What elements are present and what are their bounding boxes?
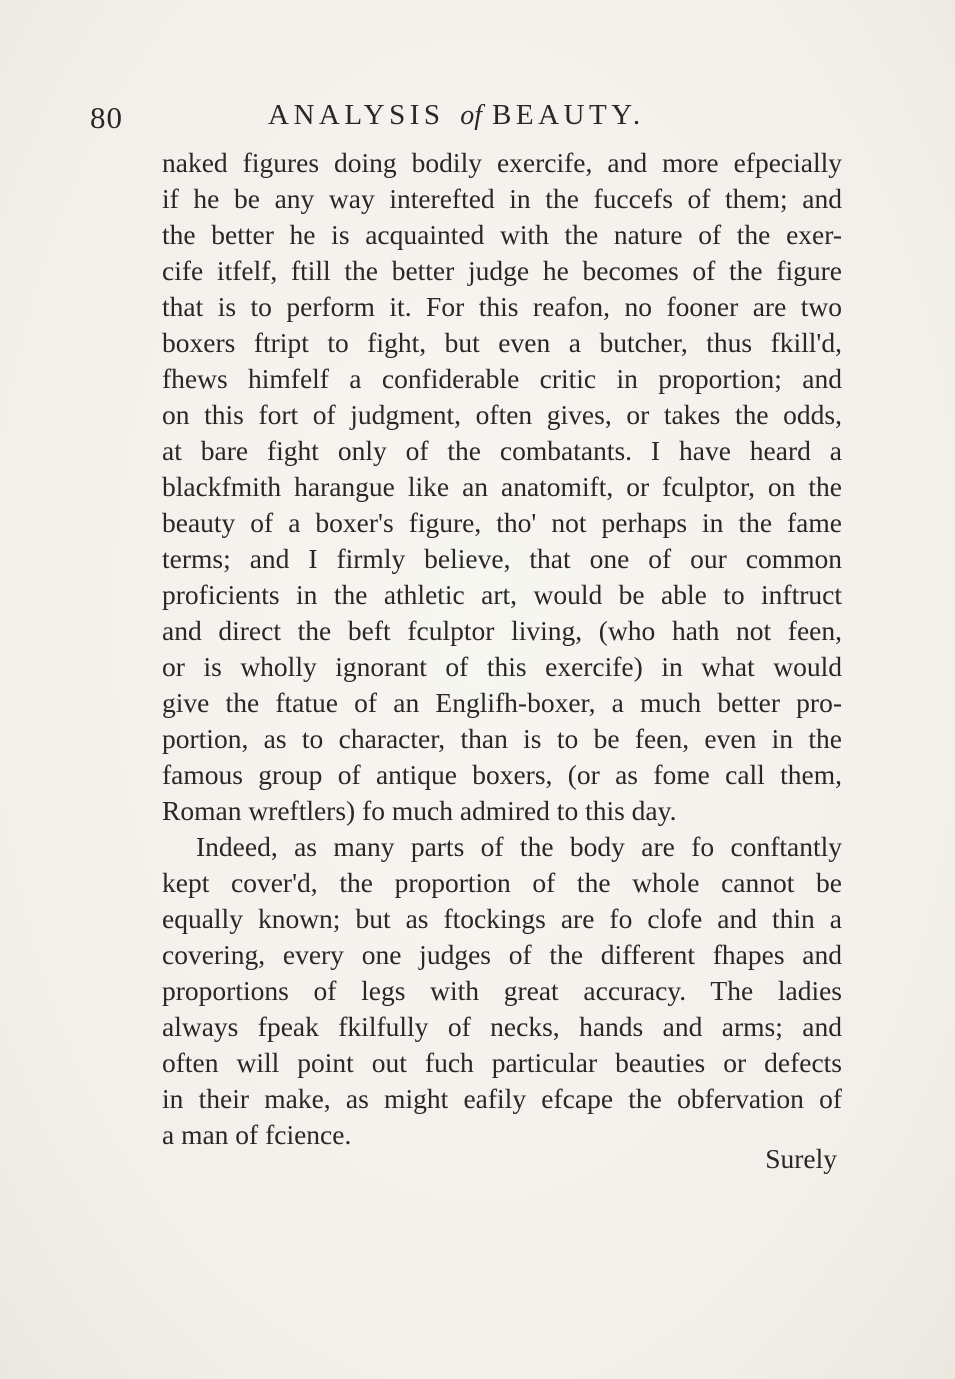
- text-line: naked figures doing bodily exercife, and more efpecially: [162, 147, 842, 178]
- text-line: covering, every one judges of the different fhapes and: [162, 939, 842, 970]
- text-line: that is to perform it. For this reafon, no fooner are two: [162, 291, 842, 322]
- text-line: always fpeak fkilfully of necks, hands and arms; and: [162, 1011, 842, 1042]
- text-line: beauty of a boxer's figure, tho' not perhaps in the fame: [162, 507, 842, 538]
- page-number: 80: [90, 100, 123, 135]
- text-line: portion, as to character, than is to be feen, even in the: [162, 723, 842, 754]
- text-line: Indeed, as many parts of the body are fo conftantly: [196, 831, 842, 862]
- text-line: terms; and I firmly believe, that one of our common: [162, 543, 842, 574]
- body-text: [162, 145, 842, 1153]
- text-line: and direct the beft fculptor living, (who hath not feen,: [162, 615, 842, 646]
- paragraph-1: [162, 145, 842, 829]
- running-head-part1: ANALYSIS: [268, 99, 445, 131]
- text-line: a man of fcience.: [162, 1119, 352, 1150]
- text-line: boxers ftript to fight, but even a butcher, thus fkill'd,: [162, 327, 842, 358]
- text-line: Roman wreftlers) fo much admired to this day.: [162, 795, 677, 826]
- text-line: if he be any way interefted in the fuccefs of them; and: [162, 183, 842, 214]
- running-head: [268, 99, 645, 132]
- catchword: Surely: [765, 1143, 837, 1174]
- text-line: the better he is acquainted with the nature of the exer-: [162, 219, 842, 250]
- text-line: equally known; but as ftockings are fo clofe and thin a: [162, 903, 842, 934]
- text-line: famous group of antique boxers, (or as fome call them,: [162, 759, 842, 790]
- text-line: blackfmith harangue like an anatomift, or fculptor, on the: [162, 471, 842, 502]
- text-line: on this fort of judgment, often gives, or takes the odds,: [162, 399, 842, 430]
- text-line: in their make, as might eafily efcape the obfervation of: [162, 1083, 842, 1114]
- text-line: at bare fight only of the combatants. I have heard a: [162, 435, 842, 466]
- text-line: or is wholly ignorant of this exercife) in what would: [162, 651, 842, 682]
- text-line: often will point out fuch particular beauties or defects: [162, 1047, 842, 1078]
- text-line: cife itfelf, ftill the better judge he becomes of the figure: [162, 255, 842, 286]
- running-head-of: of: [460, 100, 483, 131]
- text-line: proportions of legs with great accuracy. The ladies: [162, 975, 842, 1006]
- running-head-part2: BEAUTY.: [492, 99, 645, 131]
- text-line: kept cover'd, the proportion of the whole cannot be: [162, 867, 842, 898]
- text-line: fhews himfelf a confiderable critic in proportion; and: [162, 363, 842, 394]
- paragraph-2: [162, 829, 842, 1153]
- text-line: give the ftatue of an Englifh-boxer, a much better pro-: [162, 687, 842, 718]
- text-line: proficients in the athletic art, would be able to inftruct: [162, 579, 842, 610]
